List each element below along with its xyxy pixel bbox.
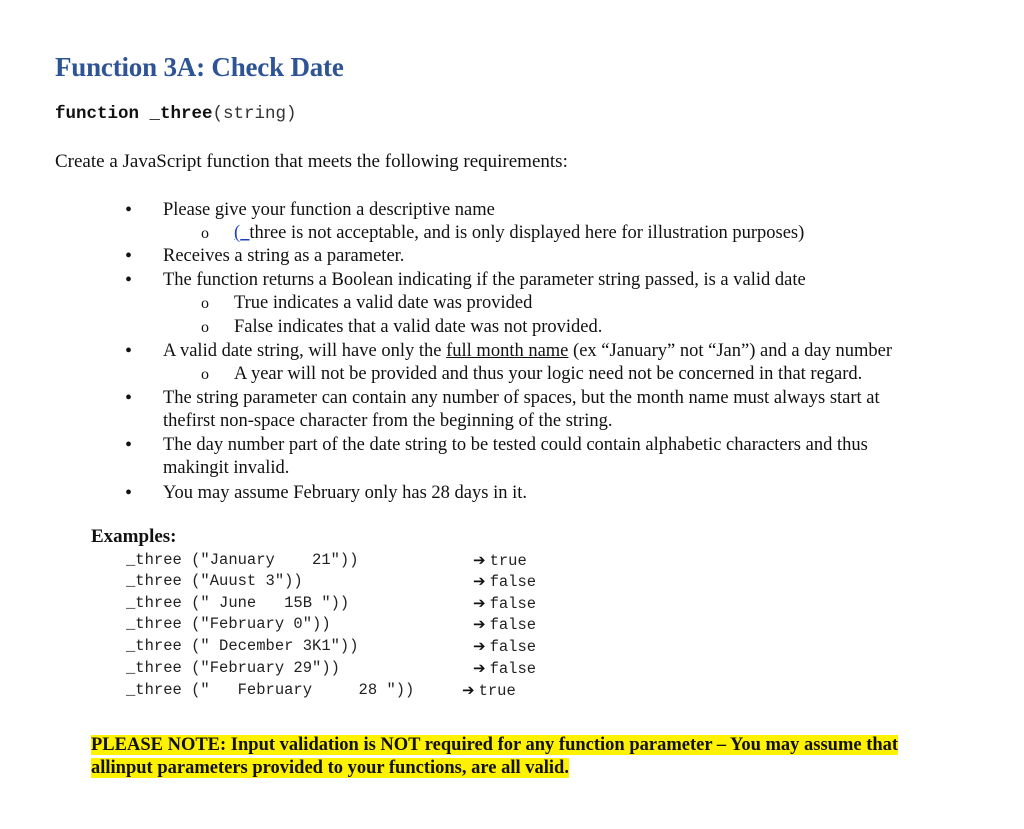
list-item: You may assume February only has 28 days in it. [163,483,527,503]
example-result: ➔ false [473,615,537,634]
underlined-phrase: full month name [446,341,569,361]
list-item-continuation: thefirst non-space character from the beginning of the string. [163,411,613,431]
examples-heading: Examples: [91,526,177,547]
list-item: The day number part of the date string to be tested could contain alphabetic characters and thus [163,435,868,455]
arrow-icon: ➔ [473,615,486,633]
bullet-icon: • [125,387,133,409]
example-result: ➔ true [462,681,516,700]
example-result: ➔ false [473,594,537,613]
sub-bullet-icon: o [201,225,209,242]
example-call: _three ("February 0")) [126,615,331,633]
bullet-icon: • [125,434,133,456]
list-item-continuation: makingit invalid. [163,458,290,478]
example-call: _three (" February 28 ")) [126,681,415,699]
bullet-icon: • [125,340,133,362]
arrow-icon: ➔ [462,681,475,699]
note-text [91,734,961,780]
arrow-icon: ➔ [473,572,486,590]
arrow-icon: ➔ [473,594,486,612]
bullet-icon: • [125,482,133,504]
list-item: The function returns a Boolean indicating if the parameter string passed, is a valid date [163,270,806,290]
example-result: ➔ false [473,637,537,656]
function-args: (string) [212,104,297,124]
example-call: _three (" June 15B ")) [126,594,350,612]
arrow-icon: ➔ [473,551,486,569]
list-subitem: A year will not be provided and thus your logic need not be concerned in that regard. [234,364,863,384]
highlighted-note: PLEASE NOTE: Input validation is NOT required for any function parameter – You may assume that allinput parameters provided to your functions, are all valid. [91,735,899,778]
sub-bullet-icon: o [201,319,209,336]
list-item: Please give your function a descriptive name [163,200,495,220]
example-result: ➔ false [473,572,537,591]
sub-bullet-icon: o [201,366,209,383]
list-subitem: True indicates a valid date was provided [234,293,533,313]
bullet-icon: • [125,199,133,221]
bullet-icon: • [125,269,133,291]
example-call: _three ("Auust 3")) [126,572,303,590]
bullet-icon: • [125,245,133,267]
function-name: _three [149,104,213,124]
function-signature [55,104,297,124]
example-call: _three ("January 21")) [126,551,359,569]
page-title: Function 3A: Check Date [55,52,344,82]
example-call: _three (" December 3K1")) [126,637,359,655]
example-result: ➔ true [473,551,527,570]
function-keyword: function [55,104,140,124]
list-item: Receives a string as a parameter. [163,246,405,266]
list-subitem: False indicates that a valid date was not provided. [234,317,603,337]
arrow-icon: ➔ [473,637,486,655]
intro-text: Create a JavaScript function that meets the following requirements: [55,151,568,172]
list-subitem: (_three is not acceptable, and is only displayed here for illustration purposes) [234,223,805,243]
list-item: A valid date string, will have only the full month name (ex “January” not “Jan”) and a day number [163,341,893,361]
arrow-icon: ➔ [473,659,486,677]
reference-link[interactable]: (_ [234,223,250,243]
list-item: The string parameter can contain any number of spaces, but the month name must always start at [163,388,880,408]
example-call: _three ("February 29")) [126,659,340,677]
sub-bullet-icon: o [201,295,209,312]
example-result: ➔ false [473,659,537,678]
